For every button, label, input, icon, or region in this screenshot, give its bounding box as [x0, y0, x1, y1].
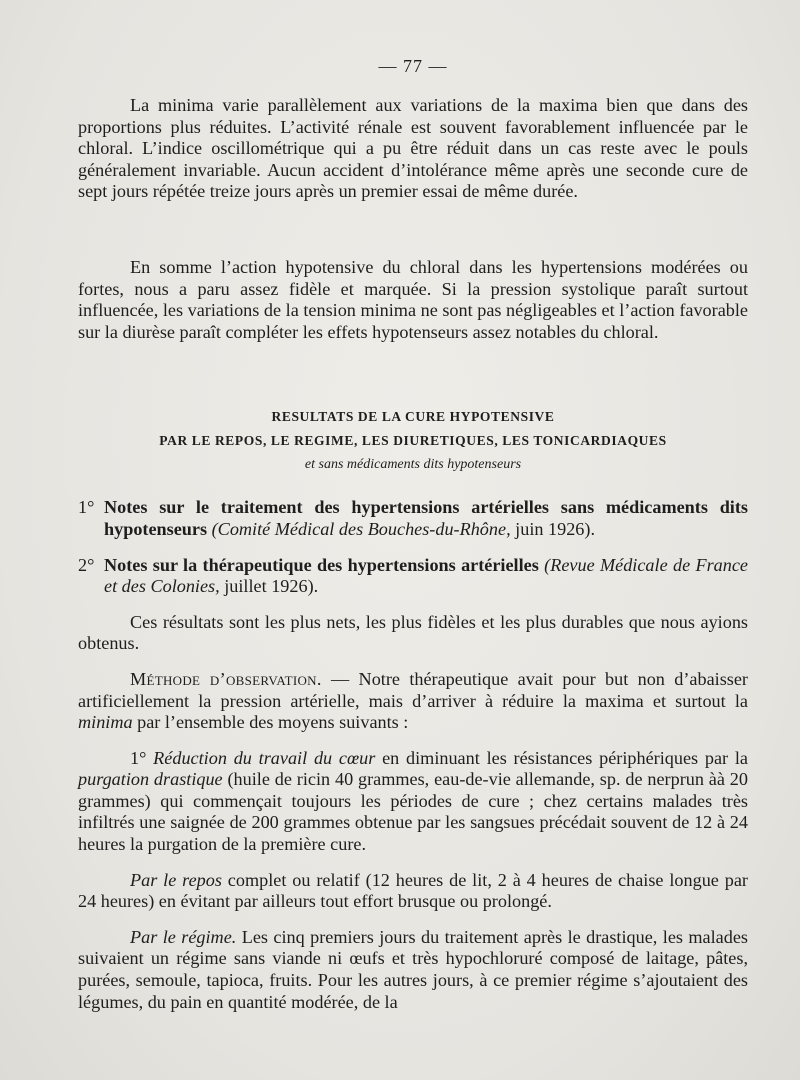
- note-body: [104, 497, 748, 540]
- note-body: [104, 555, 748, 598]
- note-title: Notes sur le traitement des hypertensions artérielles sans médicaments dits hypotenseurs: [104, 497, 748, 539]
- regime-text: Les cinq premiers jours du traitement après le drastique, les malades suivaient un régime sans viande ni œufs et très hypochloruré composé de laitage, pâtes, purées, semoule, tapioca, fruits. Pour les autres jours, à ce premier régime s’ajoutaient des légumes, du pain en quantité modérée, de la: [78, 926, 748, 1012]
- note-item-1: [78, 497, 748, 540]
- note-date: juin 1926).: [515, 518, 595, 539]
- point-number: 1°: [130, 747, 147, 768]
- paragraph-regime: [78, 927, 748, 1013]
- method-text: — Notre thérapeutique avait pour but non d’abaisser artificiellement la pression artérielle, mais d’arriver à réduire la maxima et surtout la: [78, 668, 748, 711]
- paragraph-summary-chloral: En somme l’action hypotensive du chloral dans les hypertensions modérées ou fortes, nous a paru assez fidèle et marquée. Si la pression systolique paraît surtout influencée, les variations de la tension minima ne sont pas négligeables et l’action favorable sur la diurèse paraît compléter les effets hypotenseurs assez notables du chloral.: [78, 256, 748, 342]
- point-text: en diminuant les résistances périphériques par la: [375, 747, 749, 768]
- section-subtitle: et sans médicaments dits hypotenseurs: [304, 457, 522, 473]
- paragraph-method: [78, 669, 748, 734]
- point-text-end: (huile de ricin 40 grammes, eau-de-vie allemande, sp. de nerprun àà 20 grammes) qui commençait toujours les périodes de cure ; chez certains malades très infiltrés une saignée de 200 grammes obtenue par les sangsues précédait souvent de 12 à 24 heures la purgation de la première cure.: [78, 769, 748, 855]
- repos-title: Par le repos: [130, 869, 222, 890]
- note-item-2: [78, 555, 748, 598]
- note-source: (Comité Médical des Bouches-du-Rhône,: [211, 518, 511, 539]
- section-title-line1: RESULTATS DE LA CURE HYPOTENSIVE: [271, 409, 555, 425]
- note-title: Notes sur la thérapeutique des hypertensions artérielles: [104, 554, 539, 575]
- paragraph-results: Ces résultats sont les plus nets, les plus fidèles et les plus durables que nous ayions obtenus.: [78, 611, 748, 654]
- method-emphasis: minima: [78, 712, 133, 733]
- note-number: 1°: [78, 497, 95, 518]
- point-emphasis: purgation drastique: [78, 769, 223, 790]
- method-text-end: par l’ensemble des moyens suivants :: [132, 712, 409, 733]
- section-title-line2: PAR LE REPOS, LE REGIME, LES DIURETIQUES, LES TONICARDIAQUES: [159, 433, 667, 449]
- repos-text: complet ou relatif (12 heures de lit, 2 à 4 heures de chaise longue par 24 heures) en évitant par ailleurs tout effort brusque ou prolongé.: [78, 869, 748, 912]
- point-title: Réduction du travail du cœur: [153, 747, 376, 768]
- method-label: Méthode d’observation.: [130, 668, 322, 689]
- note-date: juillet 1926).: [224, 576, 319, 597]
- paragraph-repos: [78, 870, 748, 913]
- section-heading: [78, 405, 748, 477]
- note-source: (Revue Médicale de France et des Colonies,: [104, 554, 749, 597]
- note-number: 2°: [78, 554, 95, 575]
- paragraph-point-1: [78, 748, 748, 856]
- regime-title: Par le régime.: [130, 926, 237, 947]
- paragraph-minima: La minima varie parallèlement aux variations de la maxima bien que dans des proportions plus réduites. L’activité rénale est souvent favorablement influencée par le chloral. L’indice oscillométrique qui a pu être réduit dans un cas reste avec le pouls généralement invariable. Aucun accident d’intolérance même après une seconde cure de sept jours répétée treize jours après un premier essai de même durée.: [78, 95, 748, 202]
- page-number: — 77 —: [378, 56, 448, 76]
